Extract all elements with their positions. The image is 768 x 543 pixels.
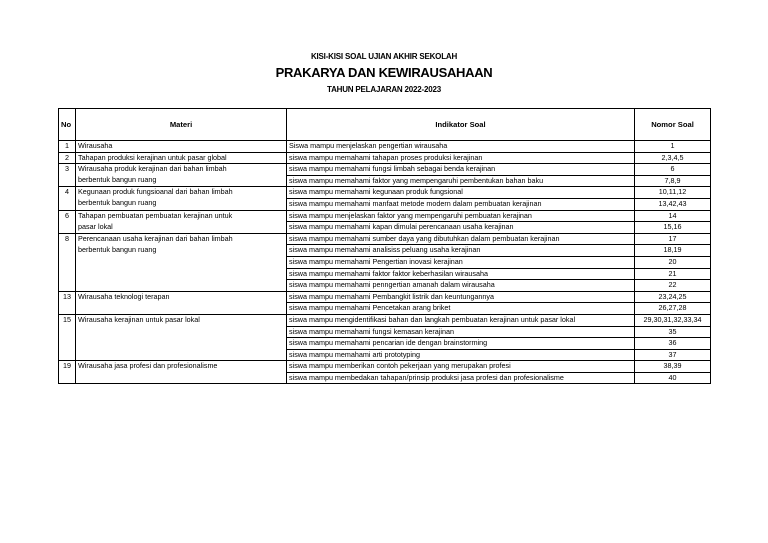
cell-no	[59, 175, 76, 187]
table-row	[59, 303, 711, 315]
table-row	[59, 291, 711, 303]
cell-indikator: siswa mampu memahami penngertian amanah dalam wirausaha	[287, 280, 635, 292]
cell-indikator: siswa mampu menjelaskan faktor yang mempengaruhi pembuatan kerajinan	[287, 210, 635, 222]
cell-nomor-soal: 20	[635, 256, 711, 268]
cell-materi: Wirausaha teknologi terapan	[76, 291, 287, 303]
cell-materi	[76, 338, 287, 350]
column-header-indikator: Indikator Soal	[287, 109, 635, 141]
document-title: PRAKARYA DAN KEWIRAUSAHAAN	[275, 65, 493, 80]
cell-indikator: siswa mampu memahami kapan dimulai perencanaan usaha kerajinan	[287, 222, 635, 234]
cell-materi: Wirausaha produk kerajinan dari bahan limbah	[76, 164, 287, 176]
cell-no	[59, 338, 76, 350]
cell-materi	[76, 268, 287, 280]
cell-indikator: siswa mampu memahami kegunaan produk fungsional	[287, 187, 635, 199]
cell-nomor-soal: 7,8,9	[635, 175, 711, 187]
cell-nomor-soal: 35	[635, 326, 711, 338]
cell-indikator: siswa mampu memahami tahapan proses produksi kerajinan	[287, 152, 635, 164]
cell-no: 4	[59, 187, 76, 199]
cell-materi: berbentuk bangun ruang	[76, 175, 287, 187]
table-row	[59, 314, 711, 326]
cell-no	[59, 198, 76, 210]
cell-materi: berbentuk bangun ruang	[76, 245, 287, 257]
document-subtitle: KISI-KISI SOAL UJIAN AKHIR SEKOLAH	[310, 52, 458, 61]
cell-no	[59, 222, 76, 234]
cell-nomor-soal: 36	[635, 338, 711, 350]
cell-no: 13	[59, 291, 76, 303]
cell-nomor-soal: 23,24,25	[635, 291, 711, 303]
cell-nomor-soal: 2,3,4,5	[635, 152, 711, 164]
table-row	[59, 141, 711, 153]
cell-materi: berbentuk bangun ruang	[76, 198, 287, 210]
cell-no: 1	[59, 141, 76, 153]
cell-indikator: siswa mampu memahami Pengertian inovasi kerajinan	[287, 256, 635, 268]
cell-materi: Kegunaan produk fungsioanal dari bahan limbah	[76, 187, 287, 199]
table-row	[59, 349, 711, 361]
cell-materi	[76, 280, 287, 292]
cell-no	[59, 326, 76, 338]
table-row	[59, 280, 711, 292]
cell-nomor-soal: 21	[635, 268, 711, 280]
cell-nomor-soal: 10,11,12	[635, 187, 711, 199]
cell-no: 15	[59, 314, 76, 326]
cell-indikator: siswa mampu memahami fungsi kemasan kerajinan	[287, 326, 635, 338]
exam-grid-table	[58, 108, 711, 384]
cell-no	[59, 245, 76, 257]
document-header	[0, 52, 768, 94]
cell-nomor-soal: 22	[635, 280, 711, 292]
cell-materi	[76, 256, 287, 268]
cell-indikator: siswa mampu memahami pencarian ide dengan brainstorming	[287, 338, 635, 350]
cell-nomor-soal: 6	[635, 164, 711, 176]
cell-nomor-soal: 40	[635, 372, 711, 384]
table-row	[59, 256, 711, 268]
cell-nomor-soal: 15,16	[635, 222, 711, 234]
cell-nomor-soal: 13,42,43	[635, 198, 711, 210]
cell-no	[59, 303, 76, 315]
cell-no	[59, 268, 76, 280]
cell-materi: Wirausaha kerajinan untuk pasar lokal	[76, 314, 287, 326]
cell-materi	[76, 303, 287, 315]
cell-indikator: siswa mampu memahami fungsi limbah sebagai benda kerajinan	[287, 164, 635, 176]
cell-materi: Wirausaha	[76, 141, 287, 153]
cell-indikator: siswa mampu memberikan contoh pekerjaan yang merupakan profesi	[287, 361, 635, 373]
table-row	[59, 152, 711, 164]
cell-indikator: siswa mampu memahami faktor yang mempengaruhi pembentukan bahan baku	[287, 175, 635, 187]
table-row	[59, 338, 711, 350]
cell-indikator: siswa mampu memahami Pencetakan arang briket	[287, 303, 635, 315]
cell-indikator: Siswa mampu menjelaskan pengertian wirausaha	[287, 141, 635, 153]
cell-indikator: siswa mampu membedakan tahapan/prinsip produksi jasa profesi dan profesionalisme	[287, 372, 635, 384]
cell-nomor-soal: 1	[635, 141, 711, 153]
academic-year: TAHUN PELAJARAN 2022-2023	[326, 85, 441, 94]
cell-materi: Perencanaan usaha kerajinan dari bahan limbah	[76, 233, 287, 245]
table-row	[59, 210, 711, 222]
cell-no	[59, 372, 76, 384]
cell-indikator: siswa mampu memahami faktor faktor keberhasilan wirausaha	[287, 268, 635, 280]
table-row	[59, 245, 711, 257]
cell-no	[59, 349, 76, 361]
table-row	[59, 326, 711, 338]
cell-nomor-soal: 14	[635, 210, 711, 222]
cell-materi	[76, 349, 287, 361]
cell-materi: pasar lokal	[76, 222, 287, 234]
column-header-no: No	[59, 109, 76, 141]
cell-materi: Tahapan produksi kerajinan untuk pasar global	[76, 152, 287, 164]
cell-nomor-soal: 29,30,31,32,33,34	[635, 314, 711, 326]
table-row	[59, 222, 711, 234]
cell-materi: Wirausaha jasa profesi dan profesionalisme	[76, 361, 287, 373]
table-row	[59, 164, 711, 176]
cell-no: 19	[59, 361, 76, 373]
cell-materi	[76, 326, 287, 338]
cell-no: 6	[59, 210, 76, 222]
cell-indikator: siswa mampu mengidentifikasi bahan dan langkah pembuatan kerajinan untuk pasar lokal	[287, 314, 635, 326]
column-header-nomor-soal: Nomor Soal	[635, 109, 711, 141]
table-row	[59, 175, 711, 187]
cell-no	[59, 280, 76, 292]
column-header-materi: Materi	[76, 109, 287, 141]
cell-nomor-soal: 17	[635, 233, 711, 245]
table-header-row	[59, 109, 711, 141]
cell-indikator: siswa mampu memahami manfaat metode modern dalam pembuatan kerajinan	[287, 198, 635, 210]
cell-indikator: siswa mampu memahami Pembangkit listrik dan keuntungannya	[287, 291, 635, 303]
cell-no: 8	[59, 233, 76, 245]
cell-no: 3	[59, 164, 76, 176]
cell-nomor-soal: 38,39	[635, 361, 711, 373]
cell-nomor-soal: 18,19	[635, 245, 711, 257]
cell-no: 2	[59, 152, 76, 164]
table-row	[59, 233, 711, 245]
cell-indikator: siswa mampu memahami sumber daya yang dibutuhkan dalam pembuatan kerajinan	[287, 233, 635, 245]
table-row	[59, 187, 711, 199]
cell-nomor-soal: 37	[635, 349, 711, 361]
cell-materi: Tahapan pembuatan pembuatan kerajinan untuk	[76, 210, 287, 222]
table-row	[59, 372, 711, 384]
cell-nomor-soal: 26,27,28	[635, 303, 711, 315]
table-row	[59, 198, 711, 210]
cell-indikator: siswa mampu memahami analisiss peluang usaha kerajinan	[287, 245, 635, 257]
cell-indikator: siswa mampu memahami arti prototyping	[287, 349, 635, 361]
cell-no	[59, 256, 76, 268]
table-row	[59, 268, 711, 280]
table-row	[59, 361, 711, 373]
cell-materi	[76, 372, 287, 384]
